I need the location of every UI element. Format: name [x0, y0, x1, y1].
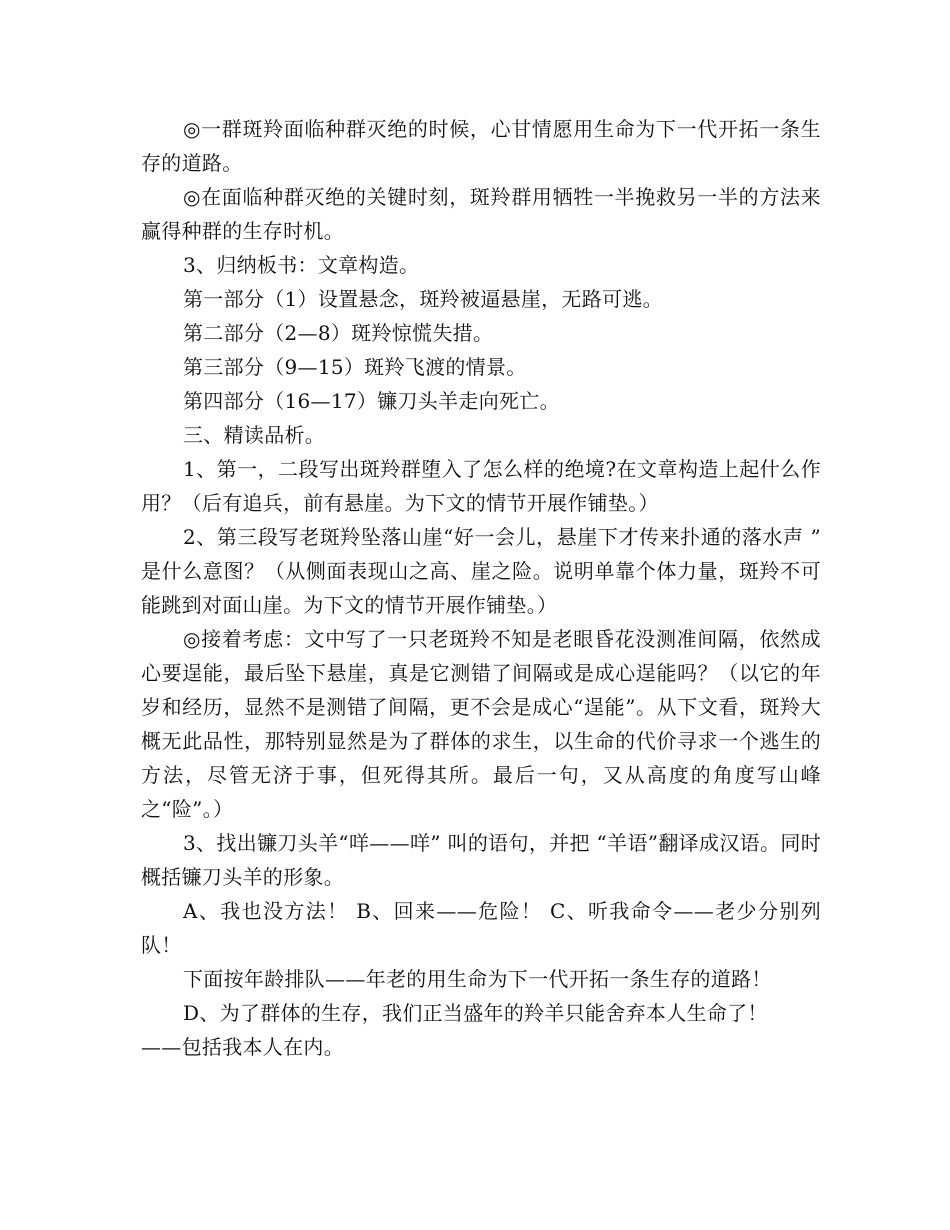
paragraph-3: 3、归纳板书：文章构造。	[183, 253, 420, 277]
paragraph-13: A、我也没方法！ B、回来——危险！ C、听我命令——老少分别列队！	[141, 899, 821, 957]
paragraph-16: ——包括我本人在内。	[141, 1035, 344, 1059]
paragraph-7: 第四部分（16—17）镰刀头羊走向死亡。	[183, 389, 560, 413]
paragraph-15: D、为了群体的生存，我们正当盛年的羚羊只能舍弃本人生命了！	[183, 1001, 768, 1025]
paragraph-6: 第三部分（9—15）斑羚飞渡的情景。	[183, 355, 527, 379]
paragraph-2: ◎在面临种群灭绝的关键时刻，斑羚群用牺牲一半挽救另一半的方法来赢得种群的生存时机。	[141, 185, 821, 243]
paragraph-8: 三、精读品析。	[183, 423, 326, 447]
paragraph-12: 3、找出镰刀头羊“咩——咩” 叫的语句，并把 “羊语”翻译成汉语。同时概括镰刀头羊的形象。	[141, 831, 821, 889]
paragraph-10: 2、第三段写老斑羚坠落山崖“好一会儿，悬崖下才传来扑通的落水声 ” 是什么意图？（从侧面表现山之高、崖之险。说明单靠个体力量，斑羚不可能跳到对面山崖。为下文的情节开展作铺垫。）	[141, 525, 821, 617]
paragraph-14: 下面按年龄排队——年老的用生命为下一代开拓一条生存的道路！	[183, 967, 772, 991]
document-body	[141, 112, 821, 1064]
paragraph-4: 第一部分（1）设置悬念，斑羚被逼悬崖，无路可逃。	[183, 287, 663, 311]
paragraph-11: ◎接着考虑：文中写了一只老斑羚不知是老眼昏花没测准间隔，依然成心要逞能，最后坠下悬崖，真是它测错了间隔或是成心逞能吗？（以它的年岁和经历，显然不是测错了间隔，更不会是成心“逞能”。从下文看，斑羚大概无此品性，那特别显然是为了群体的求生，以生命的代价寻求一个逃生的方法，尽管无济于事，但死得其所。最后一句，又从高度的角度写山峰之“险”。）	[141, 627, 821, 821]
paragraph-5: 第二部分（2—8）斑羚惊慌失措。	[183, 321, 494, 345]
paragraph-1: ◎一群斑羚面临种群灭绝的时候，心甘情愿用生命为下一代开拓一条生存的道路。	[141, 117, 821, 175]
paragraph-9: 1、第一，二段写出斑羚群堕入了怎么样的绝境?在文章构造上起什么作用？（后有追兵，前有悬崖。为下文的情节开展作铺垫。）	[141, 457, 821, 515]
